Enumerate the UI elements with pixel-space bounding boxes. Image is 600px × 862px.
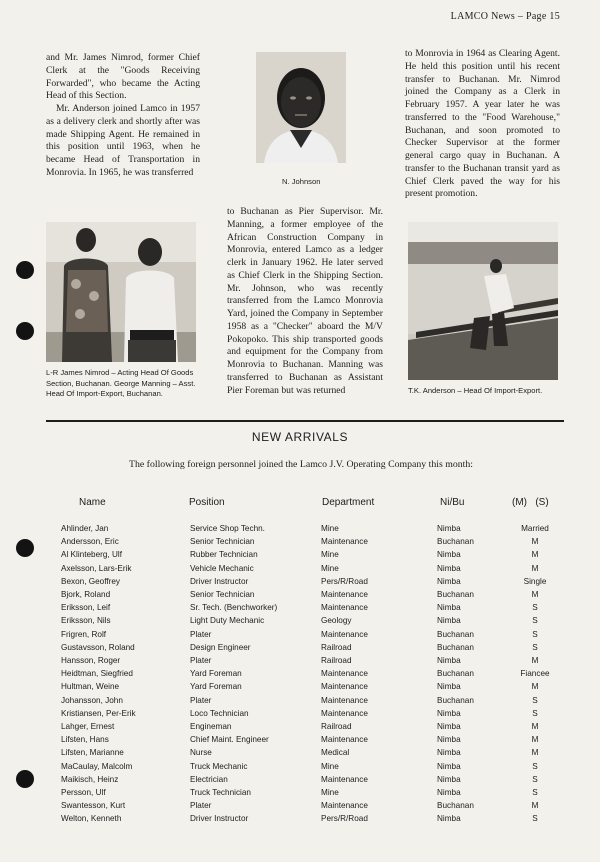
article-column-3 [405,48,560,201]
binder-hole [16,261,34,279]
cell-status: S [532,774,538,784]
cell-location: Nimba [437,576,461,586]
cell-position: Service Shop Techn. [190,524,265,533]
cell-department: Medical [321,748,350,758]
cell-status: M [531,801,539,811]
cell-name: Swantesson, Kurt [61,801,126,811]
cell-position: Driver Instructor [190,814,249,824]
cell-position: Rubber Technician [190,550,258,560]
cell-location: Buchanan [437,801,474,811]
cell-status: S [532,642,538,652]
cell-status: S [532,695,538,705]
cell-status: M [531,550,539,560]
cell-position: Design Engineer [190,642,251,652]
cell-status: Married [521,524,549,533]
cell-name: Bjork, Roland [61,590,111,599]
cell-name: Eriksson, Leif [61,603,111,613]
cell-location: Nimba [437,656,461,665]
cell-status: Fiancee [520,669,550,679]
cell-name: Axelsson, Lars-Erik [61,563,132,573]
cell-location: Buchanan [437,590,474,599]
cell-location: Nimba [437,708,461,718]
cell-location: Nimba [437,616,461,626]
cell-name: Eriksson, Nils [61,616,111,626]
cell-department: Pers/R/Road [321,814,368,824]
cell-name: Johansson, John [61,695,123,705]
cell-name: Al Klinteberg, Ulf [61,550,122,560]
cell-location: Nimba [437,550,461,560]
cell-location: Nimba [437,722,461,731]
cell-department: Maintenance [321,708,368,718]
section-title: NEW ARRIVALS [251,430,349,444]
cell-name: Kristiansen, Per-Erik [61,708,136,718]
cell-status: M [531,537,539,547]
cell-location: Nimba [437,774,461,784]
cell-location: Buchanan [437,629,474,639]
section-intro: The following foreign personnel joined the Lamco J.V. Operating Company this month: [129,459,474,470]
cell-department: Mine [321,761,339,771]
cell-status: S [532,616,538,626]
cell-location: Nimba [437,603,461,613]
cell-name: Heidtman, Siegfried [61,669,133,679]
cell-department: Railroad [321,642,352,652]
cell-position: Senior Technician [190,590,255,599]
cell-status: M [531,590,539,599]
cell-position: Truck Mechanic [190,761,248,771]
cell-name: Bexon, Geoffrey [61,576,121,586]
photo-caption-johnson: N. Johnson [282,177,321,186]
cell-location: Nimba [437,524,461,533]
cell-name: Lifsten, Marianne [61,748,124,758]
cell-name: Maikisch, Heinz [61,774,119,784]
cell-name: Lahger, Ernest [61,722,115,731]
article-column-2 [227,206,383,397]
section-divider [46,420,564,422]
cell-status: M [531,656,539,665]
cell-department: Maintenance [321,603,368,613]
cell-status: S [532,603,538,613]
cell-status: Single [523,576,547,586]
cell-location: Buchanan [437,642,474,652]
column-header-name: Name [79,497,106,508]
column-header-status: (M) (S) [512,497,549,508]
cell-name: Persson, Ulf [61,788,106,797]
cell-status: S [532,629,538,639]
cell-status: M [531,735,539,745]
cell-department: Pers/R/Road [321,576,368,586]
column-header-location: Ni/Bu [440,497,465,508]
cell-name: Hansson, Roger [61,656,121,665]
cell-department: Maintenance [321,629,368,639]
cell-position: Plater [190,629,212,639]
cell-position: Light Duty Mechanic [190,616,265,626]
group-photo-nimrod-manning [46,222,196,362]
cell-department: Maintenance [321,695,368,705]
paragraph: to Buchanan as Pier Supervisor. Mr. Manning, a former employee of the African Construction Company in Monrovia, entered Lamco as a ledger clerk in January 1962. He later served as Chief Clerk in the Shipping Section. Mr. Johnson, who was recently transferred from the Lamco Monrovia Yard, joined the Company in September 1958 as a "Checker" aboard the M/V Pokopoko. This ship transported goods and equipment for the Company from Monrovia to Buchanan. Manning was transferred to Buchanan as Assistant Pier Foreman but was returned [227,206,383,396]
column-header-position: Position [189,497,225,508]
paragraph: and Mr. James Nimrod, former Chief Clerk at the "Goods Receiving Forwarded", who became the Acting Head of this Section. [46,52,200,102]
cell-position: Plater [190,656,212,665]
cell-position: Chief Maint. Engineer [190,735,269,745]
cell-name: Frigren, Rolf [61,629,107,639]
cell-location: Nimba [437,788,461,797]
cell-name: MaCaulay, Malcolm [61,761,133,771]
binder-hole [16,539,34,557]
cell-department: Maintenance [321,735,368,745]
cell-status: S [532,788,538,797]
cell-location: Nimba [437,682,461,692]
cell-position: Yard Foreman [190,669,242,679]
cell-department: Railroad [321,722,352,731]
cell-location: Nimba [437,748,461,758]
page-header: LAMCO News – Page 15 [450,11,560,22]
cell-department: Maintenance [321,682,368,692]
cell-name: Andersson, Eric [61,537,119,547]
cell-position: Vehicle Mechanic [190,563,254,573]
binder-hole [16,322,34,340]
cell-position: Engineman [190,722,232,731]
cell-department: Geology [321,616,352,626]
cell-position: Sr. Tech. (Benchworker) [190,603,278,613]
cell-location: Nimba [437,814,461,824]
article-column-1 [46,52,200,180]
cell-name: Hultman, Weine [61,682,120,692]
cell-position: Nurse [190,748,212,758]
column-header-department: Department [322,497,375,508]
binder-hole [16,770,34,788]
cell-position: Truck Technician [190,788,251,797]
cell-position: Yard Foreman [190,682,242,692]
cell-status: M [531,748,539,758]
cell-position: Plater [190,801,212,811]
cell-department: Maintenance [321,669,368,679]
cell-status: S [532,814,538,824]
cell-status: M [531,563,539,573]
paragraph: to Monrovia in 1964 as Clearing Agent. He held this position until his recent transfer to Buchanan. Mr. Nimrod joined the Company as a Clerk in February 1957. A year later he was transferred to the "Food Warehouse," Buchanan, and soon promoted to Checker Supervisor at the former general cargo quay in Buchanan. A transfer to the Buchanan transit yard as Chief Clerk paved the way for his present promotion. [405,48,560,200]
cell-department: Mine [321,788,339,797]
photo-caption-anderson: T.K. Anderson – Head Of Import-Export. [408,386,543,395]
cell-location: Buchanan [437,695,474,705]
cell-department: Railroad [321,656,352,665]
cell-department: Maintenance [321,537,368,547]
cell-position: Loco Technician [190,708,249,718]
cell-location: Buchanan [437,537,474,547]
cell-department: Mine [321,550,339,560]
portrait-photo-johnson [256,52,346,163]
cell-status: S [532,761,538,771]
cell-position: Senior Technician [190,537,255,547]
cell-name: Gustavsson, Roland [61,642,135,652]
cell-status: M [531,682,539,692]
cell-location: Nimba [437,735,461,745]
photo-anderson [408,222,558,380]
cell-name: Welton, Kenneth [61,814,122,824]
photo-caption-group: L-R James Nimrod – Acting Head Of Goods Section, Buchanan. George Manning – Asst. Head Of Import-Export, Buchanan. [46,368,196,399]
cell-location: Nimba [437,563,461,573]
cell-position: Plater [190,695,212,705]
cell-status: M [531,722,539,731]
cell-location: Nimba [437,761,461,771]
cell-department: Maintenance [321,774,368,784]
cell-name: Ahlinder, Jan [61,524,109,533]
cell-status: S [532,708,538,718]
cell-name: Lifsten, Hans [61,735,109,745]
cell-department: Maintenance [321,590,368,599]
cell-position: Electrician [190,774,228,784]
paragraph: Mr. Anderson joined Lamco in 1957 as a delivery clerk and shortly after was made Shipping Agent. He remained in this position until 1963, when he became Head of Transportation in Monrovia. In 1965, he was transferred [46,103,200,178]
cell-location: Buchanan [437,669,474,679]
cell-department: Maintenance [321,801,368,811]
cell-position: Driver Instructor [190,576,249,586]
cell-department: Mine [321,563,339,573]
cell-department: Mine [321,524,339,533]
